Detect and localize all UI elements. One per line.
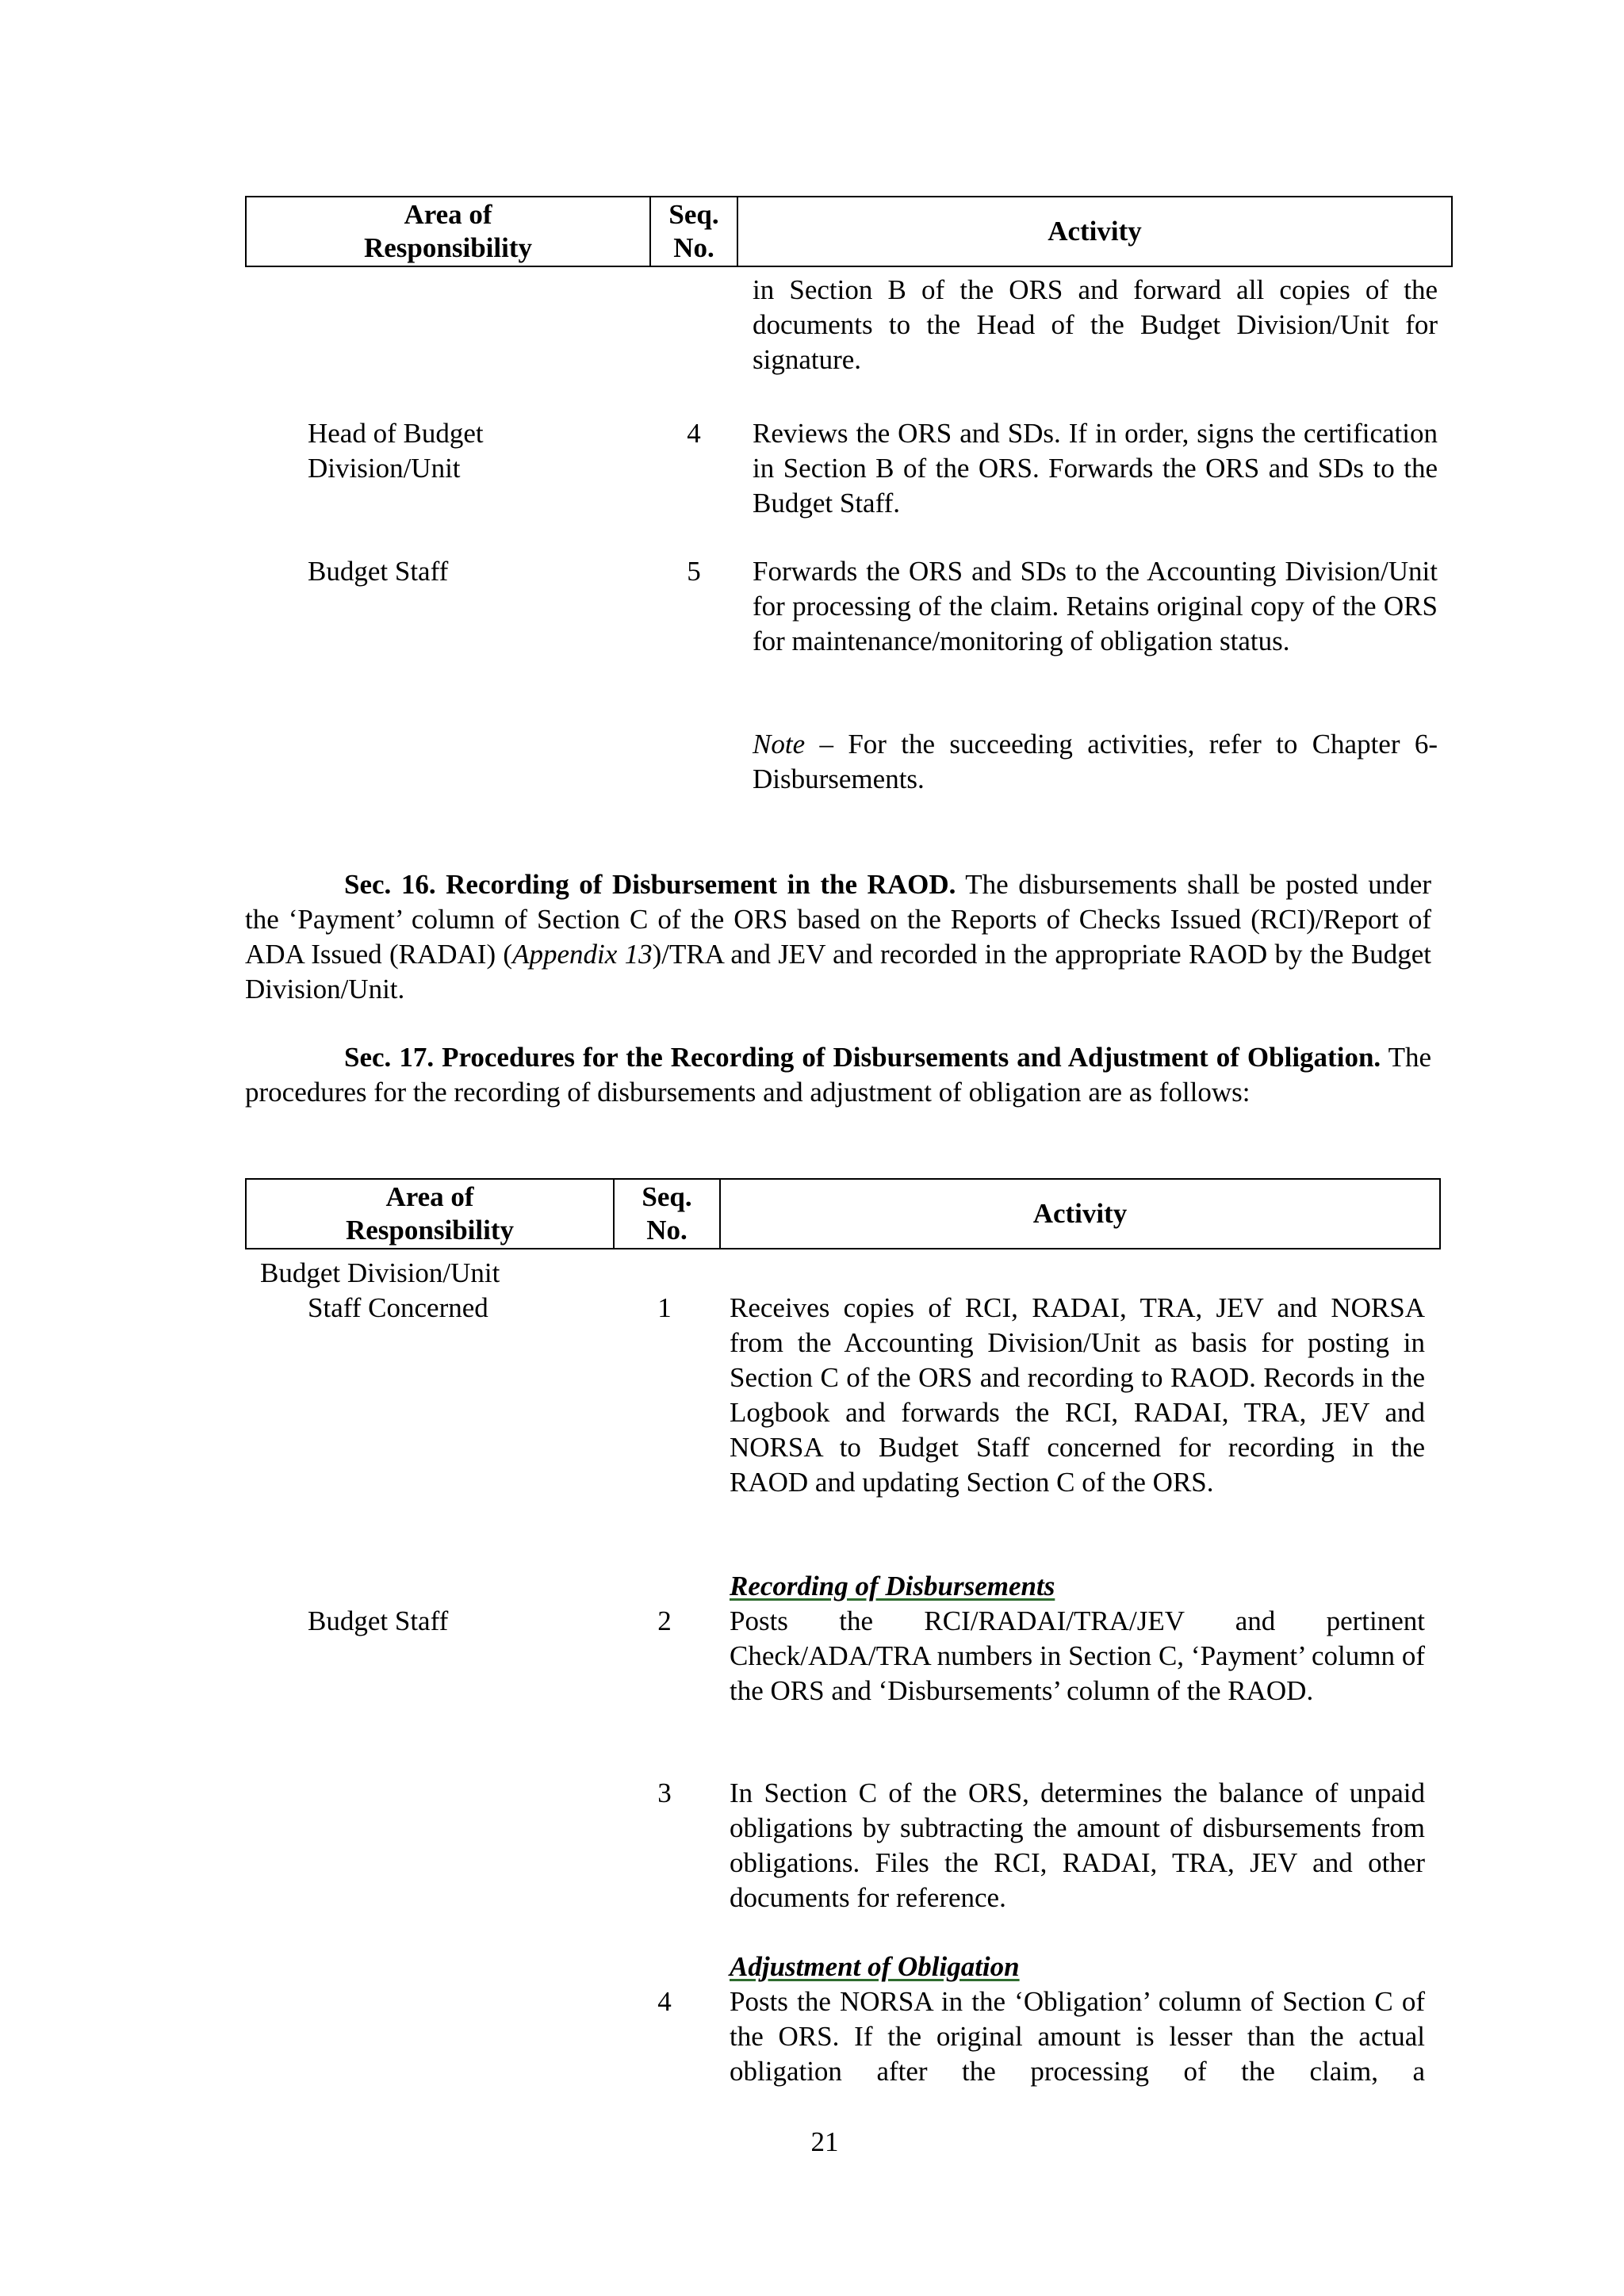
note-text: – For the succeeding activities, refer to Chapter 6-Disbursements. — [753, 729, 1438, 794]
sec16-text-b: )/TRA and JEV and recorded in the appropriate RAOD by the Budget Division/Unit. — [245, 939, 1431, 1004]
table2-row-activity: Posts the NORSA in the ‘Obligation’ column of Section C of the ORS. If the original amount is lesser than the actual obligation after the processing of the claim, a — [730, 1986, 1425, 2087]
table2-header-area: Area of Responsibility — [346, 1181, 514, 1246]
table2-group-label: Budget Division/Unit — [260, 1257, 500, 1288]
table2-row-activity: Posts the RCI/RADAI/TRA/JEV and pertinent Check/ADA/TRA numbers in Section C, ‘Payment’ column of the ORS and ‘Disbursements’ column of the RAOD. — [730, 1605, 1425, 1706]
table2-header — [245, 1178, 1441, 1249]
sec17-heading: Sec. 17. Procedures for the Recording of Disbursements and Adjustment of Obligation. — [344, 1042, 1381, 1073]
sec17-text: The procedures for the recording of disbursements and adjustment of obligation are as follows: — [245, 1042, 1431, 1108]
table1-cont-activity: in Section B of the ORS and forward all copies of the documents to the Head of the Budget Division/Unit for signature. — [753, 274, 1438, 375]
table2-header-seq: Seq. No. — [613, 1180, 719, 1248]
table2-subheading: Recording of Disbursements — [730, 1571, 1055, 1601]
table2-row-seq: 4 — [657, 1986, 672, 2017]
sec17-paragraph — [245, 1040, 1431, 1110]
table2-subheading: Adjustment of Obligation — [730, 1951, 1020, 1982]
table1-header-seq: Seq. No. — [649, 197, 737, 266]
sec16-paragraph — [245, 867, 1431, 1007]
table2-row-seq: 3 — [657, 1777, 672, 1808]
sec16-text-a: The disbursements shall be posted under the ‘Payment’ column of Section C of the ORS based on the Reports of Checks Issued (RCI)/Report of ADA Issued (RADAI) ( — [245, 869, 1431, 970]
table1-row-area: Head of Budget Division/Unit — [308, 418, 484, 484]
table1-row-seq: 4 — [687, 418, 701, 449]
table2-row-activity: Receives copies of RCI, RADAI, TRA, JEV and NORSA from the Accounting Division/Unit as basis for posting in Section C of the ORS and recording to RAOD. Records in the Logbook and forwards the RCI, RADAI, TRA, JEV and NORSA to Budget Staff concerned for recording in the RAOD and updating Section C of the ORS. — [730, 1292, 1425, 1498]
page-number: 21 — [810, 2126, 839, 2157]
sec16-heading: Sec. 16. Recording of Disbursement in the RAOD. — [344, 869, 956, 900]
table2-row-activity: In Section C of the ORS, determines the balance of unpaid obligations by subtracting the amount of disbursements from obligations. Files the RCI, RADAI, TRA, JEV and other documents for reference. — [730, 1777, 1425, 1913]
sec16-appendix: Appendix 13 — [512, 939, 653, 970]
table1-note — [753, 727, 1438, 797]
table2-row-area: Budget Staff — [308, 1605, 449, 1636]
table2-row-seq: 1 — [657, 1292, 672, 1323]
table1-row-activity: Reviews the ORS and SDs. If in order, signs the certification in Section B of the ORS. Forwards the ORS and SDs to the Budget Staff. — [753, 418, 1438, 519]
table2-row-seq: 2 — [657, 1605, 672, 1636]
table1-row-activity: Forwards the ORS and SDs to the Accounting Division/Unit for processing of the claim. Retains original copy of the ORS for maintenance/monitoring of obligation status. — [753, 556, 1438, 656]
table1-row-seq: 5 — [687, 556, 701, 587]
table2-header-activity: Activity — [719, 1180, 1439, 1248]
table1-row-area: Budget Staff — [308, 556, 449, 587]
table1-header — [245, 196, 1453, 267]
table1-header-area: Area of Responsibility — [364, 199, 532, 263]
table2-row-area: Staff Concerned — [308, 1292, 488, 1323]
table1-header-activity: Activity — [737, 197, 1451, 266]
note-label: Note — [753, 729, 806, 760]
